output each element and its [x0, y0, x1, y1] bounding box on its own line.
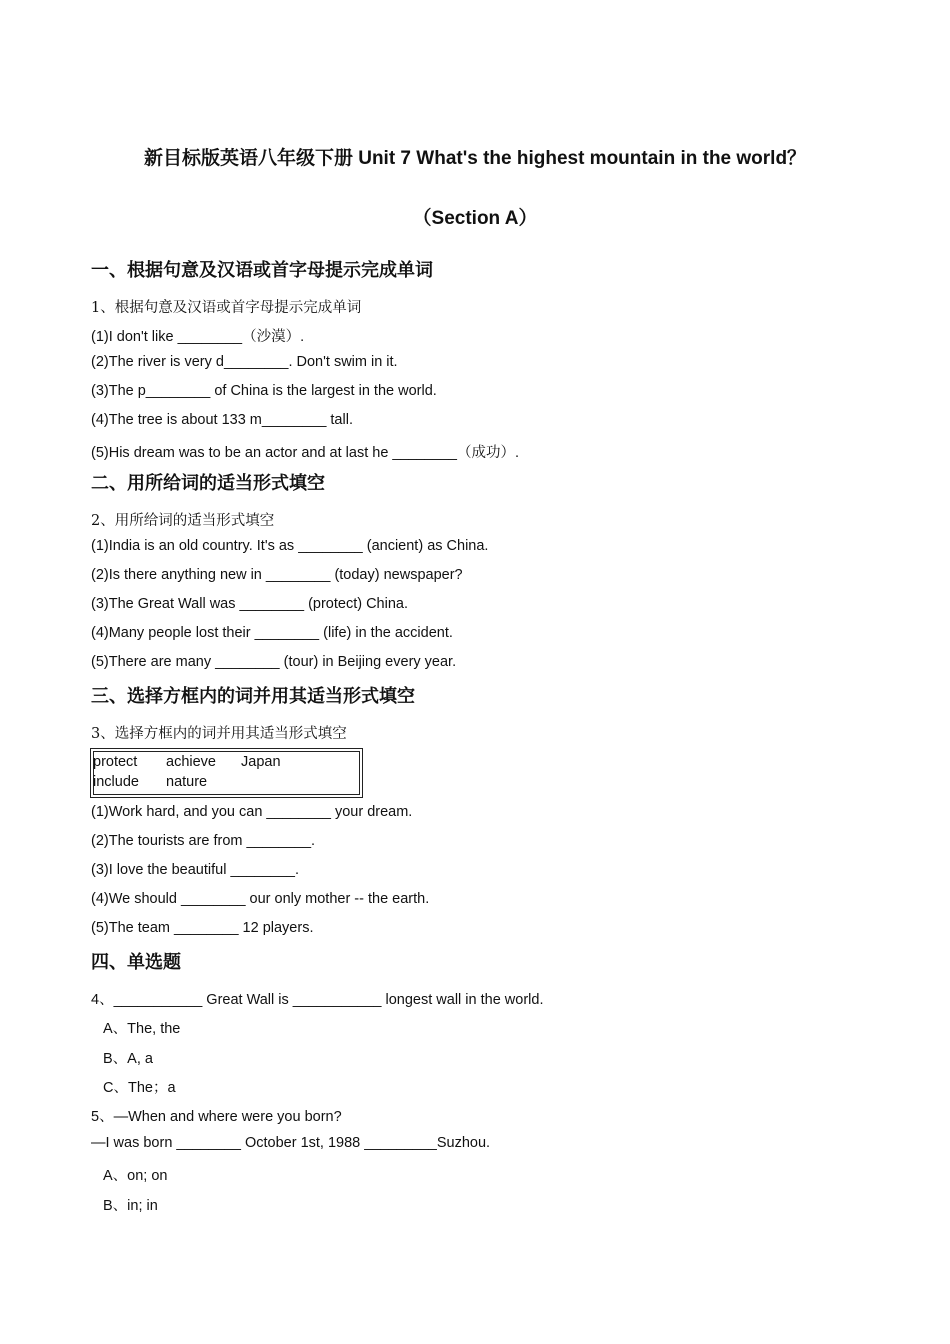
document-subtitle: （Section A）	[412, 208, 538, 229]
section-heading-2: 二、用所给词的适当形式填空	[91, 473, 325, 493]
document-title: 新目标版英语八年级下册 Unit 7 What's the highest mountain in the world？	[143, 148, 807, 169]
word-box-word: achieve	[166, 754, 216, 770]
section-instruction-3: 3、选择方框内的词并用其适当形式填空	[91, 726, 347, 742]
question-line: (3)The p________ of China is the largest in the world.	[91, 383, 437, 399]
question-line: (1)I don't like ________（沙漠）.	[91, 329, 305, 345]
question-line: (3)I love the beautiful ________.	[91, 862, 299, 878]
question-line: (4)The tree is about 133 m________ tall.	[91, 412, 353, 428]
word-box	[90, 748, 363, 798]
question-line: (3)The Great Wall was ________ (protect) China.	[91, 596, 408, 612]
mc-option: B、A, a	[103, 1051, 153, 1067]
question-line: (4)Many people lost their ________ (life) in the accident.	[91, 625, 453, 641]
section-instruction-2: 2、用所给词的适当形式填空	[91, 513, 275, 529]
question-line: (1)India is an old country. It's as ________ (ancient) as China.	[91, 538, 489, 554]
word-box-word: Japan	[241, 754, 281, 770]
question-line: (4)We should ________ our only mother -- the earth.	[91, 891, 430, 907]
mc-question-stem: 5、—When and where were you born?	[91, 1109, 342, 1125]
question-line: (5)The team ________ 12 players.	[91, 920, 314, 936]
question-line: (5)His dream was to be an actor and at last he ________（成功）.	[91, 445, 519, 461]
mc-question-stem-continued: —I was born ________ October 1st, 1988 _________Suzhou.	[91, 1135, 491, 1151]
question-line: (2)Is there anything new in ________ (today) newspaper?	[91, 567, 463, 583]
word-box-word: protect	[93, 754, 138, 770]
section-heading-3: 三、选择方框内的词并用其适当形式填空	[91, 686, 415, 706]
mc-option: C、The；a	[103, 1080, 176, 1096]
word-box-word: include	[93, 774, 139, 790]
mc-option: A、on; on	[103, 1168, 168, 1184]
question-line: (1)Work hard, and you can ________ your dream.	[91, 804, 413, 820]
section-instruction-1: 1、根据句意及汉语或首字母提示完成单词	[91, 300, 362, 316]
word-box-word: nature	[166, 774, 208, 790]
section-heading-4: 四、单选题	[91, 952, 181, 972]
mc-option: A、The, the	[103, 1021, 181, 1037]
question-line: (2)The tourists are from ________.	[91, 833, 316, 849]
question-line: (5)There are many ________ (tour) in Beijing every year.	[91, 654, 457, 670]
question-line: (2)The river is very d________. Don't swim in it.	[91, 354, 398, 370]
mc-question-stem: 4、___________ Great Wall is ___________ longest wall in the world.	[91, 992, 544, 1008]
section-heading-1: 一、根据句意及汉语或首字母提示完成单词	[91, 260, 433, 280]
mc-option: B、in; in	[103, 1198, 158, 1214]
